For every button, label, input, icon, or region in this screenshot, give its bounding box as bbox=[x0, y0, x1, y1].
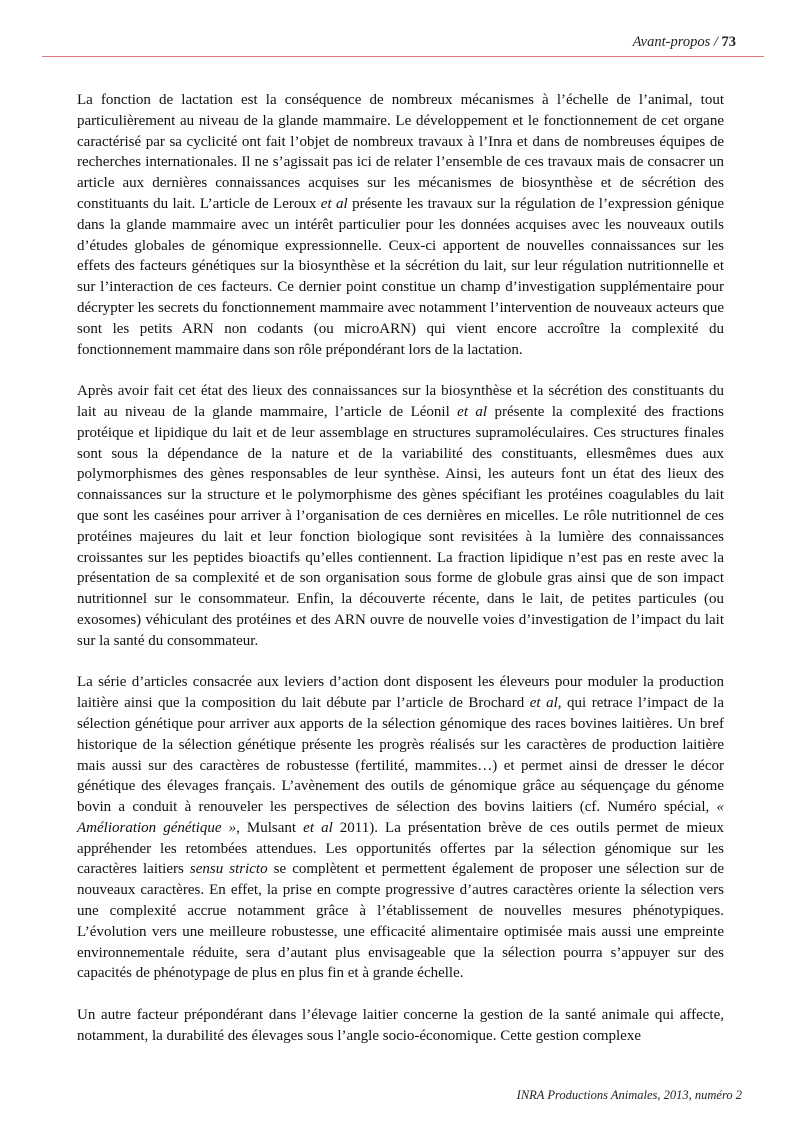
paragraph bbox=[77, 381, 724, 651]
paragraph-text: présente la complexité des fractions protéique et lipidique du lait et de leur assemblage en structures supramoléculaires. Ces structures finales sont sous la dépendance de la nature et de la variabilité des constituants, ellesmêmes dues aux polymorphismes des gènes responsables de leur synthèse. Ainsi, les auteurs font un état des lieux des connaissances sur la structure et le polymorphisme des gènes spécifiant les protéines coagulables du lait que sont les caséines pour arriver à l’organisation de ces dernières en micelles. Le rôle nutritionnel de ces protéines majeures du lait et leur fonction biologique sont revisitées à la lumière des connaissances croissantes sur les peptides bioactifs qu’elles contiennent. La fraction lipidique n’est pas en reste avec la présentation de sa complexité et de son organisation sous forme de globule gras ainsi que de son impact nutritionnel sur le consommateur. Enfin, la découverte récente, dans le lait, de petites particules (ou exosomes) véhiculant des protéines et des ARN ouvre de nouvelle voies d’investigation de l’impact du lait sur la santé du consommateur. bbox=[77, 403, 724, 649]
paragraph bbox=[77, 90, 724, 360]
paragraph-text: , qui retrace l’impact de la sélection génétique pour arriver aux apports de la sélection génomique des races bovines laitières. Un bref historique de la sélection génétique présente les progrès réalisés sur les caractères de production laitière mais aussi sur des caractères de robustesse (fertilité, mammites…) et permet ainsi de dresser le décor génétique des élevages français. L’avènement des outils de génomique grâce au séquençage du génome bovin a conduit à renouveler les perspectives de sélection des bovins laitiers (cf. Numéro spécial, bbox=[77, 695, 725, 816]
italic-text: sensu stricto bbox=[189, 861, 268, 878]
running-footer: INRA Productions Animales, 2013, numéro 2 bbox=[516, 1088, 742, 1102]
paragraph bbox=[77, 672, 724, 984]
paragraph-text: 2011). La présentation brève de ces outils permet de mieux appréhender les retombées attendues. Les opportunités offertes par la sélection génomique sur les caractères laitiers bbox=[77, 819, 724, 878]
paragraph-text: Un autre facteur prépondérant dans l’élevage laitier concerne la gestion de la santé animale qui affecte, notamment, la durabilité des élevages sous l’angle socio-économique. Cette gestion complexe bbox=[77, 1007, 724, 1044]
italic-text: et al bbox=[320, 195, 348, 212]
paragraph-text: Après avoir fait cet état des lieux des connaissances sur la biosynthèse et la sécrétion des constituants du lait au niveau de la glande mammaire, l’article de Léonil bbox=[77, 383, 724, 420]
italic-text: et al bbox=[303, 819, 333, 836]
paragraph-text: , Mulsant bbox=[236, 819, 304, 836]
paragraph bbox=[77, 1005, 724, 1047]
italic-text: et al bbox=[457, 403, 488, 420]
paragraph-text: La série d’articles consacrée aux leviers d’action dont disposent les éleveurs pour moduler la production laitière ainsi que la composition du lait débute par l’article de Brochard bbox=[77, 674, 724, 712]
paragraph-text: se complètent et permettent également de proposer une sélection sur de nouveaux caractères. En effet, la prise en compte progressive d’autres caractères oriente la sélection vers une complexité accrue notamment grâce à l’établissement de nouvelles mesures phénotypiques. L’évolution vers une meilleure robustesse, une efficacité alimentaire optimisée mais aussi une empreinte environnementale réduite, sera d’autant plus envisageable que la sélection pourra s’appuyer sur des capacités de phénotypage de plus en plus fin et à grande échelle. bbox=[77, 861, 725, 982]
italic-text: et al bbox=[529, 695, 558, 712]
paragraph-text: La fonction de lactation est la conséquence de nombreux mécanismes à l’échelle de l’animal, tout particulièrement au niveau de la glande mammaire. Le développement et le fonctionnement de cet organe caractérisé par sa cyclicité ont fait l’objet de nombreux travaux à l’Inra et dans de nombreuses équipes de recherches internationales. Il ne s’agissait pas ici de relater l’ensemble de ces travaux mais de consacrer un article aux dernières connaissances acquises sur les mécanismes de biosynthèse et de sécrétion des constituants du lait. L’article de Leroux bbox=[77, 92, 724, 212]
running-header bbox=[633, 34, 736, 51]
header-rule bbox=[42, 56, 764, 57]
page-number: 73 bbox=[721, 34, 736, 50]
article-body bbox=[77, 90, 724, 1047]
paragraph-text: présente les travaux sur la régulation de l’expression génique dans la glande mammaire avec un intérêt particulier pour les données acquises avec les nouveaux outils d’études globales de génomique expressionnelle. Ceux-ci apportent de nouvelles connaissances sur les effets des facteurs génétiques sur la biosynthèse et la sécrétion du lait, sur leur régulation nutritionnelle et sur l’interaction de ces facteurs. Ce dernier point constitue un champ d’investigation supplémentaire pour décrypter les secrets du fonctionnement mammaire avec notamment l’intervention de nouveaux acteurs que sont les petits ARN non codants (ou microARN) qui vient encore accroître la complexité du fonctionnement mammaire dans son rôle prépondérant lors de la lactation. bbox=[77, 195, 725, 358]
italic-text: « Amélioration génétique » bbox=[77, 799, 724, 836]
section-title: Avant-propos / bbox=[632, 34, 718, 50]
